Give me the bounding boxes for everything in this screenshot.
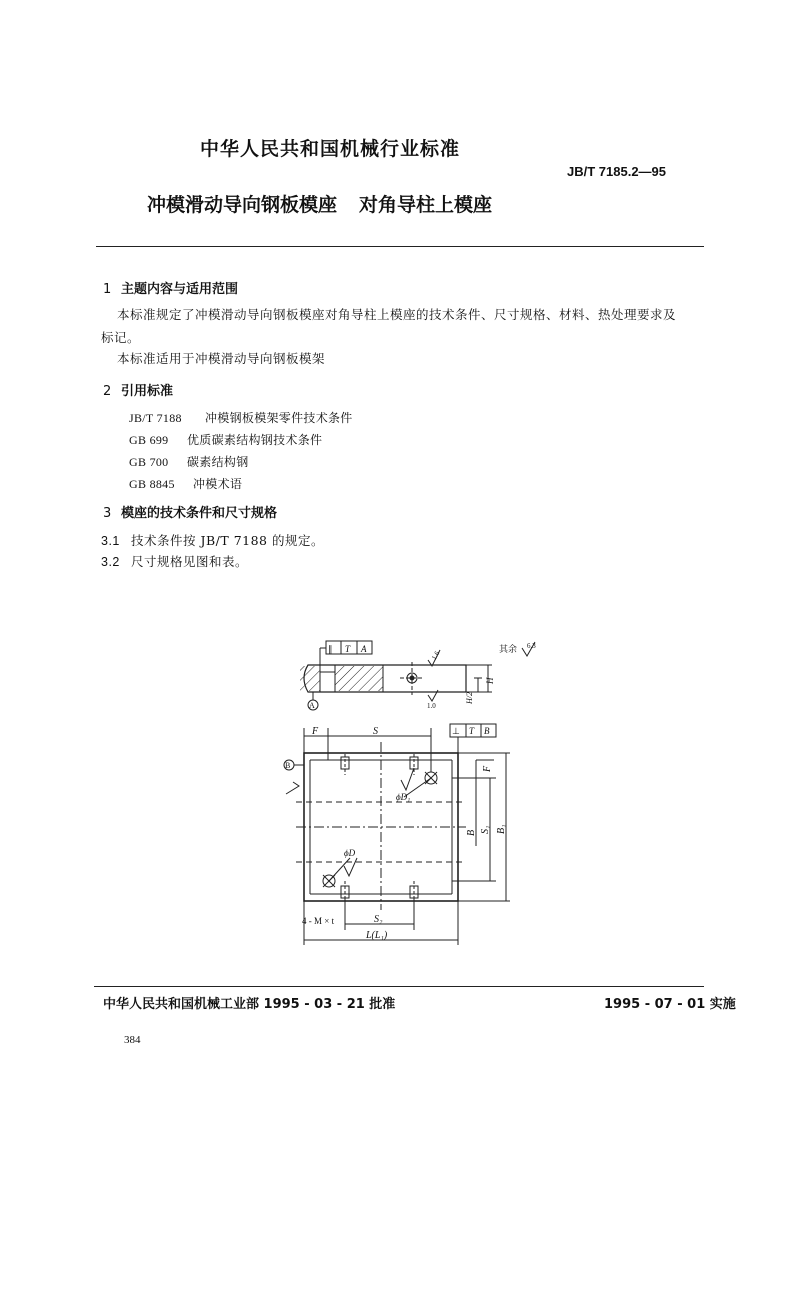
reference-code: GB 8845 bbox=[129, 477, 175, 491]
section-1-para-1-line-2: 标记。 bbox=[101, 330, 141, 345]
clause-text: 尺寸规格见图和表。 bbox=[131, 554, 249, 569]
reference-name: 冲模钢板模架零件技术条件 bbox=[205, 411, 353, 425]
tol-parallel-datum: A bbox=[361, 644, 367, 654]
dim-h: H bbox=[485, 677, 495, 684]
reference-code: GB 700 bbox=[129, 455, 169, 469]
roughness-bottom-label: 1.0 bbox=[427, 702, 436, 710]
dim-b1: B₁ bbox=[496, 824, 507, 834]
section-1-para-2: 本标准适用于冲模滑动导向钢板模架 bbox=[117, 351, 326, 366]
implementation-date: 1995 - 07 - 01 实施 bbox=[604, 997, 736, 1012]
section-title: 模座的技术条件和尺寸规格 bbox=[121, 506, 278, 521]
dim-h-half: H/2 bbox=[465, 692, 474, 704]
roughness-value: 6.3 bbox=[527, 642, 536, 650]
reference-name: 碳素结构钢 bbox=[187, 455, 249, 469]
dim-d: ϕD bbox=[344, 848, 356, 858]
tol-perp-t: T bbox=[469, 726, 475, 736]
standard-number-text: JB/T 7185.2—95 bbox=[567, 164, 667, 179]
dim-s: S bbox=[373, 726, 378, 737]
title-part-1: 冲模滑动导向钢板模座 bbox=[147, 194, 338, 216]
section-number: 1 bbox=[103, 282, 112, 297]
clause-text: 技术条件按 JB/T 7188 的规定。 bbox=[131, 533, 324, 548]
section-number: 3 bbox=[103, 506, 112, 521]
clause-number: 3.1 bbox=[101, 534, 120, 548]
roughness-note: 其余 bbox=[499, 644, 518, 654]
dim-f-right: F bbox=[482, 765, 493, 772]
reference-name: 优质碳素结构钢技术条件 bbox=[187, 433, 323, 447]
datum-a-label: A bbox=[309, 701, 315, 710]
reference-name: 冲模术语 bbox=[193, 477, 243, 491]
reference-code: GB 699 bbox=[129, 433, 169, 447]
datum-b-label: B bbox=[285, 761, 291, 770]
reference-code: JB/T 7188 bbox=[129, 411, 182, 425]
tol-parallel-t: T bbox=[345, 644, 351, 654]
dim-b: B bbox=[466, 829, 477, 836]
footer-rule bbox=[94, 986, 704, 987]
roughness-top-label: 1.6 bbox=[430, 649, 442, 662]
dim-d1: ϕD₁ bbox=[396, 792, 411, 802]
tol-perp-symbol: ⊥ bbox=[452, 726, 460, 736]
approval-note: 中华人民共和国机械工业部 1995 - 03 - 21 批准 bbox=[103, 997, 396, 1012]
page-number: 384 bbox=[124, 1034, 141, 1046]
dim-s2: S₂ bbox=[374, 914, 383, 925]
dim-m: 4 - M × t bbox=[302, 916, 335, 926]
section-title: 主题内容与适用范围 bbox=[121, 282, 239, 297]
dim-l: L(L₁) bbox=[366, 930, 388, 941]
section-number: 2 bbox=[103, 384, 112, 399]
dim-s1: S₁ bbox=[480, 825, 491, 834]
clause-number: 3.2 bbox=[101, 555, 120, 569]
title-part-2: 对角导柱上模座 bbox=[359, 194, 493, 216]
section-title: 引用标准 bbox=[121, 384, 174, 399]
section-1-para-1-line-1: 本标准规定了冲模滑动导向钢板模座对角导柱上模座的技术条件、尺寸规格、材料、热处理要求及 bbox=[117, 307, 677, 322]
dim-f-top: F bbox=[312, 726, 319, 737]
tol-parallel-symbol: ∥ bbox=[328, 644, 333, 654]
issuing-body: 中华人民共和国机械行业标准 bbox=[200, 138, 461, 160]
tol-perp-datum: B bbox=[484, 726, 490, 736]
